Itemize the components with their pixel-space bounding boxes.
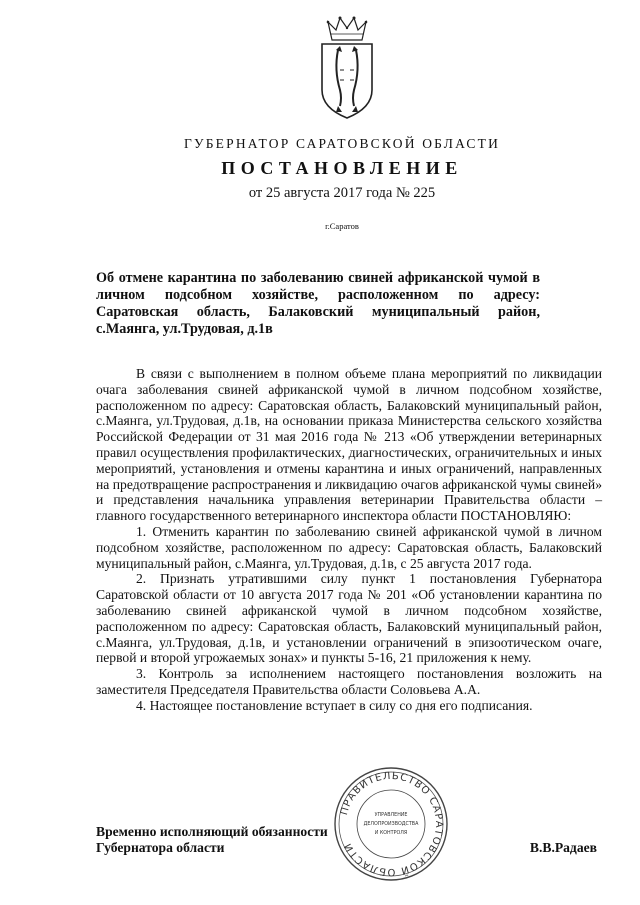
- signer-position-line: Временно исполняющий обязанности: [96, 824, 328, 839]
- issuing-authority: ГУБЕРНАТОР САРАТОВСКОЙ ОБЛАСТИ: [183, 136, 501, 151]
- saratov-coat-of-arms-icon: [316, 10, 378, 122]
- document-city: г.Саратов: [325, 221, 359, 231]
- body-item: 4. Настоящее постановление вступает в силу со дня его подписания.: [136, 697, 533, 713]
- signer-position-line: Губернатора области: [96, 840, 225, 855]
- seal-inner-line: И КОНТРОЛЯ: [374, 831, 408, 836]
- seal-ring-text: ПРАВИТЕЛЬСТВО САРАТОВСКОЙ ОБЛАСТИ: [338, 770, 445, 878]
- seal-inner-line: ДЕЛОПРОИЗВОДСТВА: [363, 822, 419, 827]
- document-subject: Об отмене карантина по заболеванию свиней африканской чумой в личном подсобном хозяйстве, расположенном по адресу: Саратовская область, Балаковский муниципальный район, с.Маянга, ул.Трудовая, д.1в: [96, 270, 540, 337]
- body-preamble: В связи с выполнением в полном объеме плана мероприятий по ликвидации очага заболевания свиней африканской чумой в личном подсобном хозяйстве, расположенном по адресу: Саратовская область, Балаковский муниципальный район, с.Маянга, ул.Трудовая, д.1в, на основании приказа Министерства сельского хозяйства Российской Федерации от 31 мая 2016 года № 213 «Об утверждении ветеринарных правил осуществления профилактических, диагностических, ограничительных и иных мероприятий, установления и отмены карантина и иных ограничений, направленных на предотвращение распространения и ликвидацию очагов африканской чумы свиней» и представления начальника управления ветеринарии Правительства области – главного государственного ветеринарного инспектора области ПОСТАНОВЛЯЮ:: [96, 366, 602, 524]
- document-date-number: от 25 августа 2017 года № 225: [248, 185, 436, 201]
- signer-position: [96, 824, 328, 856]
- seal-inner-line: УПРАВЛЕНИЕ: [374, 813, 408, 818]
- signer-name: В.В.Радаев: [529, 840, 597, 855]
- official-seal-stamp: [333, 766, 449, 882]
- body-item: 1. Отменить карантин по заболеванию свиней африканской чумой в личном подсобном хозяйстве, расположенном по адресу: Саратовская область, Балаковский муниципальный район, с.Маянга, ул.Трудовая, д.1в, с 25 августа 2017 года.: [96, 523, 602, 571]
- document-type-title: ПОСТАНОВЛЕНИЕ: [221, 158, 463, 178]
- body-item: 3. Контроль за исполнением настоящего постановления возложить на заместителя Председателя Правительства области Соловьева А.А.: [96, 666, 602, 697]
- document-body: [96, 366, 602, 714]
- body-item: 2. Признать утратившими силу пункт 1 постановления Губернатора Саратовской области от 10 августа 2017 года № 201 «Об установлении карантина по заболеванию свиней африканской чумой в личном подсобном хозяйстве, расположенном по адресу: Саратовская область, Балаковский муниципальный район, с.Маянга, ул.Трудовая, д.1в, и установлении ограничений в эпизоотическом очаге, первой и второй угрожаемых зонах» и пункты 5-16, 21 приложения к нему.: [96, 571, 602, 666]
